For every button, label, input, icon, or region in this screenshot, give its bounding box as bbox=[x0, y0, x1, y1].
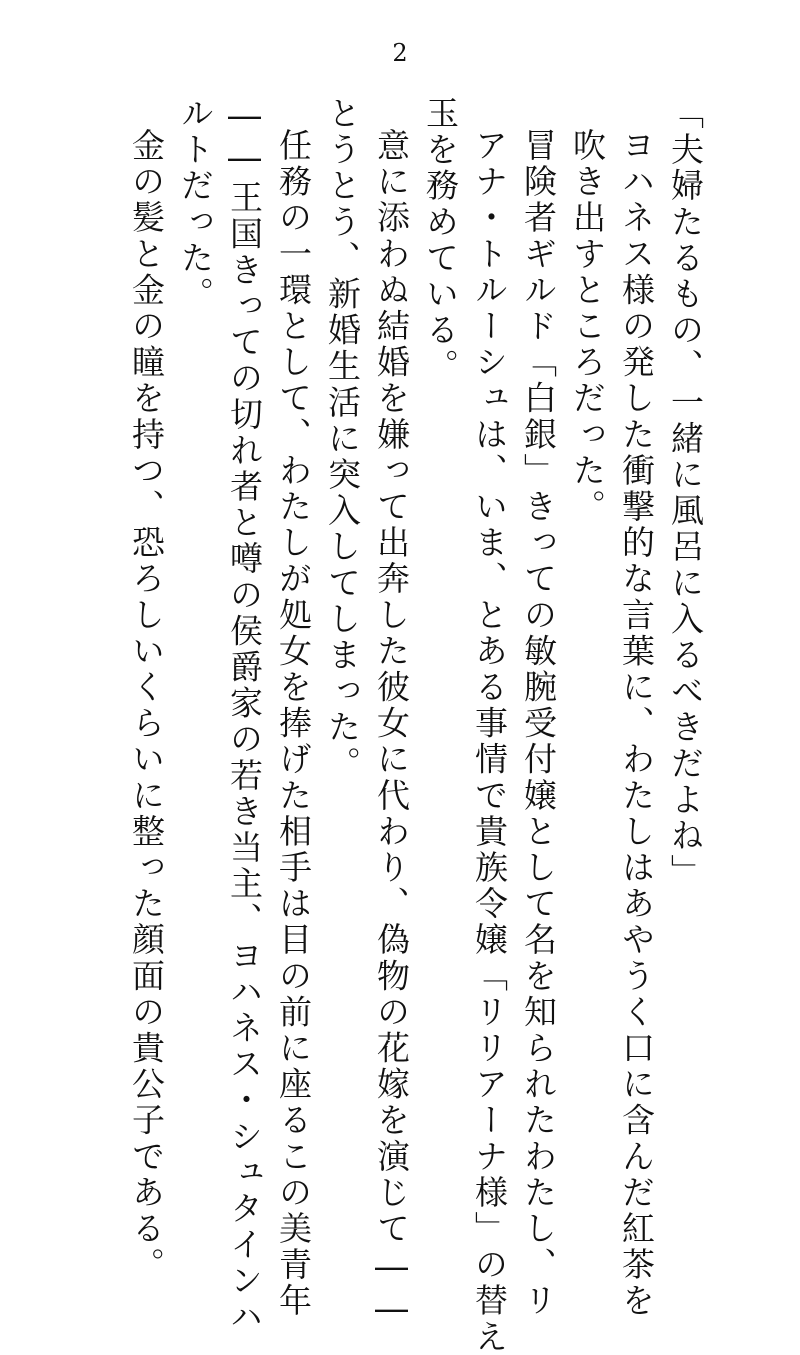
text-line-12: 金の髪と金の瞳を持つ、恐ろしいくらいに整った顔面の貴公子である。 bbox=[127, 128, 166, 1284]
page-number: 2 bbox=[392, 39, 408, 67]
text-line-11: ルトだった。 bbox=[176, 96, 215, 313]
text-line-2: ヨハネス様の発した衝撃的な言葉に、わたしはあやうく口に含んだ紅茶を bbox=[617, 128, 656, 1320]
text-line-8: とうとう、新婚生活に突入してしまった。 bbox=[323, 96, 362, 782]
text-line-3: 吹き出すところだった。 bbox=[568, 128, 607, 526]
text-line-4: 冒険者ギルド「白銀」きっての敏腕受付嬢として名を知られたわたし、リ bbox=[519, 128, 558, 1320]
text-line-7: 意に添わぬ結婚を嫌って出奔した彼女に代わり、偽物の花嫁を演じて―― bbox=[372, 128, 411, 1332]
text-line-1: 「夫婦たるもの、一緒に風呂に入るべきだよね」 bbox=[666, 96, 705, 891]
text-line-5: アナ・トルーシュは、いま、とある事情で貴族令嬢「リリアーナ様」の替え bbox=[470, 128, 509, 1355]
text-line-9: 任務の一環として、わたしが処女を捧げた相手は目の前に座るこの美青年 bbox=[274, 128, 313, 1320]
text-line-10: ――王国きっての切れ者と噂の侯爵家の若き当主、ヨハネス・シュタインハ bbox=[225, 96, 264, 1336]
text-line-6: 玉を務めている。 bbox=[421, 96, 460, 385]
